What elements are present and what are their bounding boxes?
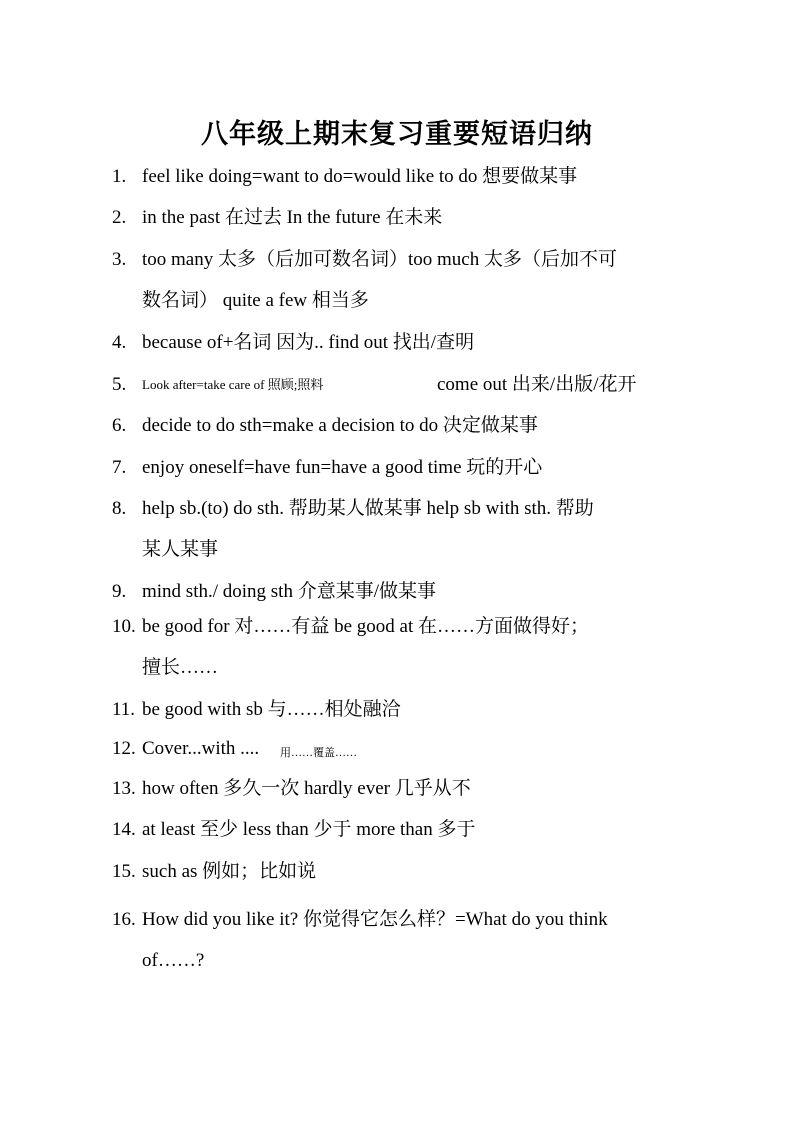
- item-text-small: Look after=take care of 照顾;照料: [142, 377, 324, 392]
- item-number: 8.: [112, 498, 127, 519]
- item-text: come out 出来/出版/花开: [437, 374, 637, 395]
- item-number: 3.: [112, 249, 127, 270]
- item-text: because of+名词 因为.. find out 找出/查明: [142, 332, 475, 353]
- item-text: be good with sb 与……相处融洽: [142, 699, 401, 720]
- item-number: 12.: [112, 738, 136, 759]
- item-text: how often 多久一次 hardly ever 几乎从不: [142, 778, 471, 799]
- item-text: help sb.(to) do sth. 帮助某人做某事 help sb with sth. 帮助: [142, 498, 594, 519]
- item-number: 16.: [112, 909, 136, 930]
- item-text: at least 至少 less than 少于 more than 多于: [142, 819, 476, 840]
- item-text-continuation: 数名词） quite a few 相当多: [142, 290, 369, 311]
- item-number: 5.: [112, 374, 127, 395]
- item-text: enjoy oneself=have fun=have a good time 玩的开心: [142, 457, 543, 478]
- item-text-continuation: of……?: [142, 950, 205, 971]
- item-number: 14.: [112, 819, 136, 840]
- item-text-tiny: 用……覆盖……: [280, 747, 357, 759]
- item-number: 1.: [112, 166, 127, 187]
- item-number: 10.: [112, 616, 136, 637]
- item-text: decide to do sth=make a decision to do 决定做某事: [142, 415, 538, 436]
- item-text: be good for 对……有益 be good at 在……方面做得好；: [142, 616, 589, 637]
- item-text: in the past 在过去 In the future 在未来: [142, 207, 443, 228]
- item-number: 7.: [112, 457, 127, 478]
- page-title: 八年级上期末复习重要短语归纳: [201, 119, 593, 150]
- item-number: 9.: [112, 581, 127, 602]
- item-text-continuation: 擅长……: [142, 657, 219, 678]
- item-number: 13.: [112, 778, 136, 799]
- item-number: 6.: [112, 415, 127, 436]
- item-text: such as 例如；比如说: [142, 861, 317, 882]
- item-number: 11.: [112, 699, 136, 720]
- item-text: too many 太多（后加可数名词）too much 太多（后加不可: [142, 249, 617, 270]
- item-text: How did you like it? 你觉得它怎么样？=What do you think: [142, 909, 608, 930]
- item-text: mind sth./ doing sth 介意某事/做某事: [142, 581, 436, 602]
- item-number: 2.: [112, 207, 127, 228]
- item-text: Cover...with ....: [142, 738, 260, 759]
- item-number: 15.: [112, 861, 136, 882]
- item-text-continuation: 某人某事: [142, 539, 219, 560]
- item-number: 4.: [112, 332, 127, 353]
- item-text: feel like doing=want to do=would like to do 想要做某事: [142, 166, 578, 187]
